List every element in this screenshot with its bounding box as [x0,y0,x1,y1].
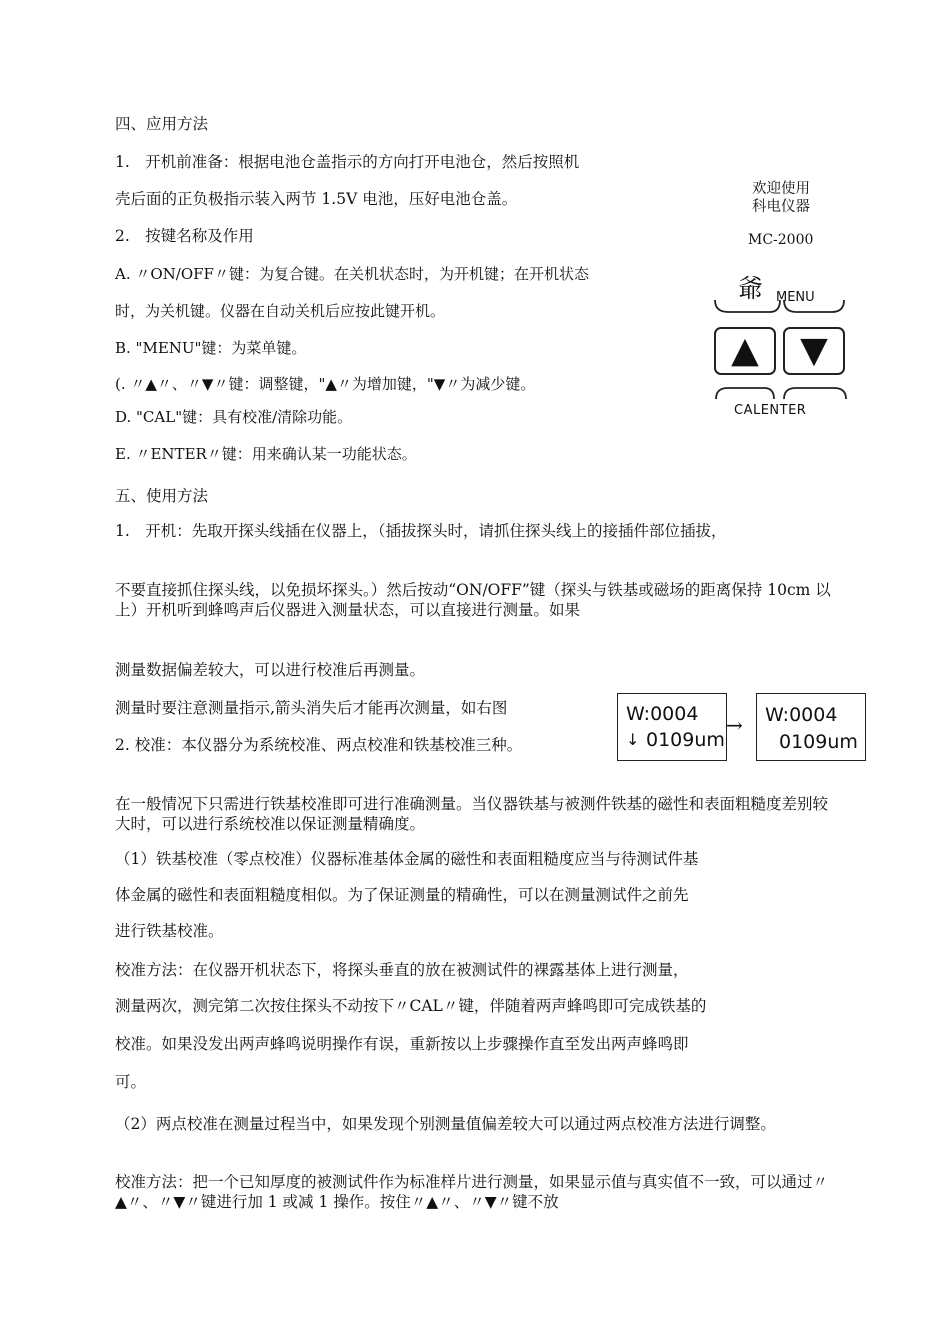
bottom-keys [714,385,848,415]
power-on-para-d: 测量时要注意测量指示,箭头消失后才能再次测量，如右图 [115,699,508,717]
iron-method-line-4: 可。 [115,1073,147,1091]
key-a-line-1: A. 〃ON/OFF〃键：为复合键。在关机状态时，为开机键；在开机状态 [115,265,589,283]
lcd-measuring [617,693,727,761]
menu-label: MENU [776,290,815,305]
power-glyph: 爺 [738,274,764,303]
key-c: (. 〃▲〃、〃▼〃键：调整键，"▲〃为增加键，"▼〃为减少键。 [115,375,536,393]
two-point-method: 校准方法：把一个已知厚度的被测试件作为标准样片进行测量，如果显示值与真实值不一致，可以通过〃▲〃、〃▼〃键进行加 1 或减 1 操作。按住〃▲〃、〃▼〃键不放 [115,1173,829,1211]
calibration-para-b: 在一般情况下只需进行铁基校准即可进行准确测量。当仪器铁基与被测件铁基的磁性和表面粗糙度差别较大时，可以进行系统校准以保证测量精确度。 [115,795,829,833]
up-key[interactable] [714,327,776,375]
keys-heading: 2. 按键名称及作用 [115,227,254,245]
lcd-ready-line-2: 0109um [779,731,858,753]
lcd-measuring-line-2: 0109um [646,729,725,751]
key-a-line-2: 时，为关机键。仪器在自动关机后应按此键开机。 [115,302,446,320]
prep-line-1: 1. 开机前准备：根据电池仓盖指示的方向打开电池仓，然后按照机 [115,153,580,171]
welcome-line-1: 欢迎使用 [752,181,810,197]
key-e: E. 〃ENTER〃键：用来确认某一功能状态。 [115,445,417,463]
iron-method-line-3: 校准。如果没发出两声蜂鸣说明操作有误，重新按以上步骤操作直至发出两声蜂鸣即 [115,1035,689,1053]
lcd-ready-line-1: W:0004 [765,704,838,726]
power-on-para-c: 测量数据偏差较大，可以进行校准后再测量。 [115,661,426,679]
cal-enter-label: CALENTER [734,403,807,415]
down-arrow-icon: ▼ [800,330,828,371]
iron-method-line-1: 校准方法：在仪器开机状态下，将探头垂直的放在被测试件的裸露基体上进行测量， [115,961,689,979]
calibration-intro: 2. 校准：本仪器分为系统校准、两点校准和铁基校准三种。 [115,736,523,754]
section-4-title: 四、应用方法 [115,115,209,133]
lcd-measuring-line-1: W:0004 [626,703,699,725]
iron-cal-line-2: 体金属的磁性和表面粗糙度相似。为了保证测量的精确性，可以在测量测试件之前先 [115,886,689,904]
display-connector-arrow: → [726,713,743,737]
down-key[interactable] [783,327,845,375]
key-b: B. "MENU"键：为菜单键。 [115,339,307,357]
device-model: MC-2000 [748,232,814,248]
iron-cal-line-1: （1）铁基校准（零点校准）仪器标准基体金属的磁性和表面粗糙度应当与待测试件基 [115,850,699,868]
top-key-arcs [712,296,848,318]
lcd-ready [756,693,866,761]
up-arrow-icon: ▲ [731,330,759,371]
measuring-arrow-icon: ↓ [626,730,640,749]
power-on-para-b: 不要直接抓住探头线，以免损坏探头。）然后按动“ON/OFF”键（探头与铁基或磁场的距离保持 10cm 以上）开机听到蜂鸣声后仪器进入测量状态，可以直接进行测量。如果 [115,581,831,619]
two-point-para: （2）两点校准在测量过程当中，如果发现个别测量值偏差较大可以通过两点校准方法进行调整。 [115,1115,776,1133]
section-5-title: 五、使用方法 [115,487,209,505]
prep-line-2: 壳后面的正负极指示装入两节 1.5V 电池，压好电池仓盖。 [115,190,518,208]
key-d: D. "CAL"键：具有校准/清除功能。 [115,408,353,426]
iron-method-line-2: 测量两次，测完第二次按住探头不动按下〃CAL〃键，伴随着两声蜂鸣即可完成铁基的 [115,997,707,1015]
device-welcome [740,180,822,216]
iron-cal-line-3: 进行铁基校准。 [115,922,224,940]
welcome-line-2: 科电仪器 [752,199,810,215]
power-on-para-a: 1. 开机：先取开探头线插在仪器上，（插拔探头时，请抓住探头线上的接插件部位插拔， [115,522,727,540]
